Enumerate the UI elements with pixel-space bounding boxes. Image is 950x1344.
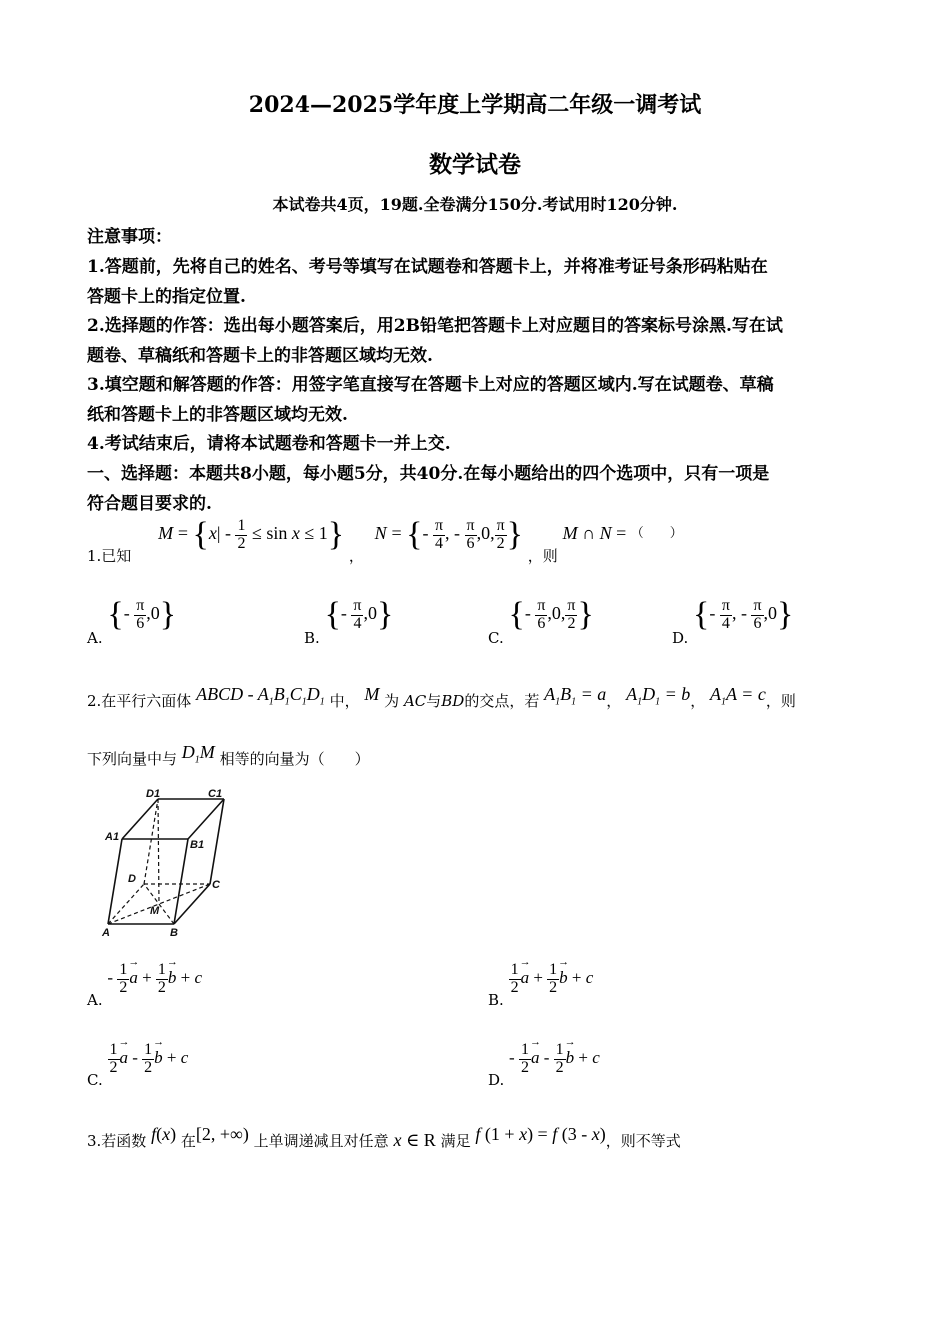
exam-info: 本试卷共4页，19题.全卷满分150分.考试用时120分钟. xyxy=(272,195,678,214)
q1-brace: { xyxy=(192,516,209,553)
q1-frac-pi6: $\frac{\pi}{6}$ xyxy=(466,516,475,552)
q3-domain: x ∈ R xyxy=(393,1130,436,1150)
q2-option-c[interactable] xyxy=(87,1042,188,1089)
q1-then: ，则 xyxy=(527,547,558,565)
option-expr: - xyxy=(524,603,536,623)
q1-comma: ， xyxy=(348,547,364,565)
option-brace: } xyxy=(577,596,594,633)
option-expr: - xyxy=(709,603,720,623)
q1-prefix: 1.已知 xyxy=(87,547,132,565)
q2-with: 与 xyxy=(426,692,442,710)
option-expr: , - xyxy=(731,603,752,623)
q1-set-m: M xyxy=(158,523,174,543)
option-brace: } xyxy=(159,596,177,633)
option-expr: - xyxy=(123,603,135,623)
figure-label-a: A xyxy=(102,927,110,939)
q1-frac-pi4: $\frac{\pi}{4}$ xyxy=(434,516,444,552)
option-label: B. xyxy=(304,629,320,647)
q1-option-c[interactable] xyxy=(488,596,594,647)
q1-cap: ∩ xyxy=(577,523,600,543)
notice-line: 答题卡上的指定位置. xyxy=(87,287,246,307)
notice-line: 题卷、草稿纸和答题卡上的非答题区域均无效. xyxy=(87,346,433,366)
option-brace: { xyxy=(508,596,525,633)
option-label: D. xyxy=(488,1071,505,1090)
figure-label-m: M xyxy=(150,905,160,917)
option-expr: - $\frac{1}{2}$ → a + $\frac{1}{2}$ → b + c xyxy=(107,962,202,997)
option-expr: - xyxy=(340,603,352,623)
q3-condition: f (1 + x) = f (3 - x) xyxy=(475,1124,606,1144)
q1-brace: } xyxy=(327,516,345,553)
q2-vec-b: $A_1D_1 = b$ xyxy=(626,684,691,708)
figure-label-c1: C1 xyxy=(208,788,223,800)
parallelepiped-figure xyxy=(100,784,232,944)
q1-brace: } xyxy=(506,516,523,553)
q1-eq: = xyxy=(391,523,407,543)
q3-interval: [2, +∞) xyxy=(195,1124,249,1144)
notice-line: 3.填空题和解答题的作答：用签字笔直接写在答题卡上对应的答题区域内.写在试题卷、草稿 xyxy=(87,375,774,395)
q1-frac-pi2: $\frac{\pi}{2}$ xyxy=(496,516,505,552)
question-1 xyxy=(87,516,683,566)
q2-vec-a: $A_1B_1 = a$ xyxy=(544,684,607,708)
exam-title: 2024—2025学年度上学期高二年级一调考试 xyxy=(248,92,702,118)
notice-line: 1.答题前，先将自己的姓名、考号等填写在试题卷和答题卡上，并将准考证号条形码粘贴在 xyxy=(87,257,768,277)
q2-text: 中， xyxy=(329,692,360,710)
q1-option-b[interactable] xyxy=(304,596,393,647)
option-expr: ,0, xyxy=(547,603,566,623)
option-brace: { xyxy=(324,596,341,633)
q3-text: 满足 xyxy=(440,1132,471,1150)
q1-sep: ,0, xyxy=(476,523,495,543)
option-expr: ,0 xyxy=(763,603,778,623)
q1-option-d[interactable] xyxy=(672,596,793,647)
option-brace: } xyxy=(777,596,794,633)
q1-ineq: ≤ sin x ≤ 1 xyxy=(247,523,328,543)
question-3 xyxy=(87,1124,681,1151)
q1-bar: | - xyxy=(216,523,236,543)
section-heading-cont: 符合题目要求的. xyxy=(87,494,212,514)
q2-vec-d1m: $D_1M$ xyxy=(181,742,215,766)
q2-solid: ABCD - $A_1B_1C_1D_1$ xyxy=(196,684,325,708)
q2-text: 为 xyxy=(384,692,400,710)
q1-brace: { xyxy=(406,516,423,553)
option-frac: $\frac{\pi}{2}$ xyxy=(567,596,576,632)
q3-prefix: 3.若函数 xyxy=(87,1132,147,1150)
q1-eq: = xyxy=(177,523,193,543)
q2-option-b[interactable] xyxy=(488,962,593,1009)
q2-ac: AC xyxy=(403,692,427,710)
option-expr: ,0 xyxy=(363,603,377,623)
q2-bd: BD xyxy=(441,692,465,710)
option-label: A. xyxy=(87,991,103,1010)
notice-line: 4.考试结束后，请将本试题卷和答题卡一并上交. xyxy=(87,434,451,454)
figure-label-a1: A1 xyxy=(105,831,120,843)
q1-intersection: M xyxy=(562,523,578,543)
q2-option-d[interactable] xyxy=(488,1042,600,1089)
q1-intersection-n: N xyxy=(599,523,612,543)
question-2-cont xyxy=(87,742,370,769)
figure-label-d1: D1 xyxy=(146,788,161,800)
option-label: B. xyxy=(488,991,504,1010)
option-expr: $\frac{1}{2}$ → a + $\frac{1}{2}$ → b + c xyxy=(509,962,594,997)
q2-point-m: M xyxy=(364,684,380,704)
q3-text: ，则不等式 xyxy=(605,1132,681,1150)
q2-vec-c: $A_1A = c$ xyxy=(710,684,766,708)
option-expr: $\frac{1}{2}$ → a - $\frac{1}{2}$ → b + c xyxy=(108,1042,189,1077)
figure-label-b1: B1 xyxy=(190,839,205,851)
q2-text: 的交点，若 xyxy=(464,692,540,710)
figure-label-d: D xyxy=(128,873,136,885)
figure-label-b: B xyxy=(170,927,178,939)
q3-on: 在 xyxy=(180,1132,196,1150)
question-2: 2.在平行六面体 ABCD - $A_1B_1C_1D_1$ 中， M 为 AC与BD的交点，若 $A_1B_1 = a$， $A_1D_1 = b$， $A_1A = c$，则 xyxy=(87,684,796,710)
q1-sep: , - xyxy=(445,523,465,543)
option-frac: $\frac{\pi}{4}$ xyxy=(721,596,730,632)
option-label: A. xyxy=(87,629,103,647)
q3-function: f xyxy=(151,1124,157,1144)
option-brace: { xyxy=(107,596,124,633)
notice-heading: 注意事项： xyxy=(87,227,172,247)
q1-x: x xyxy=(208,523,217,543)
q1-set-n: N xyxy=(374,523,387,543)
q1-minus: - xyxy=(422,523,433,543)
q1-eq: = xyxy=(611,523,631,543)
q1-option-a[interactable] xyxy=(87,596,176,647)
notice-line: 纸和答题卡上的非答题区域均无效. xyxy=(87,405,348,425)
q3-function-arg: (x) xyxy=(156,1124,177,1144)
q1-frac-half: $\frac{1}{2}$ xyxy=(237,516,246,552)
option-frac: $\frac{\pi}{6}$ xyxy=(136,596,145,632)
option-frac: $\frac{\pi}{6}$ xyxy=(537,596,546,632)
q2-line2a: 下列向量中与 xyxy=(87,750,178,768)
option-frac: $\frac{\pi}{6}$ xyxy=(753,596,762,632)
option-brace: } xyxy=(376,596,394,633)
option-frac: $\frac{\pi}{4}$ xyxy=(353,596,362,632)
option-brace: { xyxy=(693,596,710,633)
option-expr: ,0 xyxy=(146,603,160,623)
q3-text: 上单调递减且对任意 xyxy=(253,1132,389,1150)
q2-prefix: 2.在平行六面体 xyxy=(87,692,192,710)
option-expr: - $\frac{1}{2}$ → a - $\frac{1}{2}$ → b + c xyxy=(509,1042,600,1077)
exam-subtitle: 数学试卷 xyxy=(429,151,521,178)
q2-then: ，则 xyxy=(765,692,796,710)
figure-label-c: C xyxy=(212,879,220,891)
option-label: D. xyxy=(672,629,689,647)
option-label: C. xyxy=(87,1071,103,1090)
q2-line2b: 相等的向量为（ ） xyxy=(219,750,370,768)
option-label: C. xyxy=(488,629,504,647)
notice-line: 2.选择题的作答：选出每小题答案后，用2B铅笔把答题卡上对应题目的答案标号涂黑.写在试 xyxy=(87,316,783,336)
section-heading: 一、选择题：本题共8小题，每小题5分，共40分.在每小题给出的四个选项中，只有一项是 xyxy=(87,464,770,484)
q1-blank: （ ） xyxy=(630,526,683,541)
q2-option-a[interactable] xyxy=(87,962,202,1009)
